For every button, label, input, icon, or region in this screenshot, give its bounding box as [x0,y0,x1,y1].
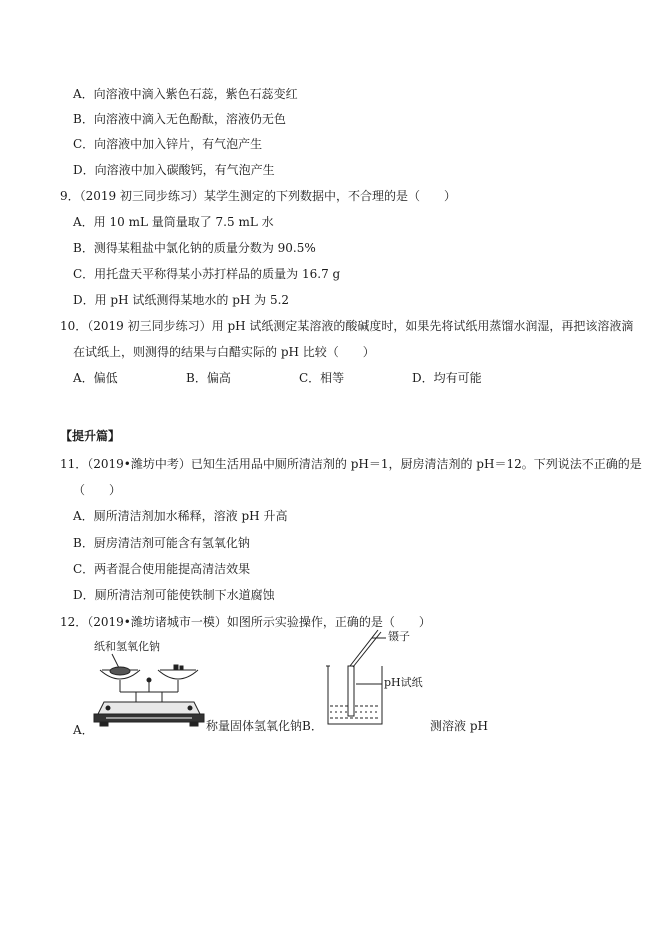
balance-icon [90,640,208,732]
fig-b-label-tweezers: 镊子 [388,630,410,643]
q12-stem: 12．（2019•潍坊诸城市一模）如图所示实验操作，正确的是（ ） [60,615,431,629]
balance-figure [90,640,208,732]
q10-stem-line2: 在试纸上，则测得的结果与白醋实际的 pH 比较（ ） [73,345,375,359]
q10-option-a: A．偏低 [73,371,118,385]
q9-option-a: A．用 10 mL 量筒量取了 7.5 mL 水 [73,215,274,229]
q9-option-b: B．测得某粗盐中氯化钠的质量分数为 90.5% [73,241,316,255]
q10-option-b: B．偏高 [186,371,231,385]
q11-option-d: D．厕所清洁剂可能使铁制下水道腐蚀 [73,588,275,602]
q11-stem-line1: 11．（2019•潍坊中考）已知生活用品中厕所清洁剂的 pH＝1，厨房清洁剂的 pH＝12。下列说法不正确的是 [60,457,642,471]
q12-option-b-label: B． [302,719,323,733]
q11-option-a: A．厕所清洁剂加水稀释，溶液 pH 升高 [73,509,288,523]
q11-stem-line2: （ ） [73,483,122,497]
q10-option-d: D．均有可能 [412,371,482,385]
section-title: 【提升篇】 [60,429,121,443]
q8-option-d: D．向溶液中加入碳酸钙，有气泡产生 [73,163,275,177]
q9-stem: 9．（2019 初三同步练习）某学生测定的下列数据中，不合理的是（ ） [60,189,456,203]
q12-option-a-label: A． [73,723,94,737]
fig-b-label-paper: pH试纸 [384,676,423,689]
q8-option-c: C．向溶液中加入锌片，有气泡产生 [73,137,263,151]
q11-option-b: B．厨房清洁剂可能含有氢氧化钠 [73,536,250,550]
fig-a-label: 纸和氢氧化钠 [94,640,160,653]
q12-option-b-caption: 测溶液 pH [430,719,488,733]
q8-option-a: A．向溶液中滴入紫色石蕊，紫色石蕊变红 [73,87,298,101]
q9-option-d: D．用 pH 试纸测得某地水的 pH 为 5.2 [73,293,290,307]
q9-option-c: C．用托盘天平称得某小苏打样品的质量为 16.7 g [73,267,341,281]
q10-stem-line1: 10．（2019 初三同步练习）用 pH 试纸测定某溶液的酸碱度时，如果先将试纸用蒸馏水润湿，再把该溶液滴 [60,319,634,333]
q12-option-a-caption: 称量固体氢氧化钠 [206,719,303,733]
q11-option-c: C．两者混合使用能提高清洁效果 [73,562,251,576]
q8-option-b: B．向溶液中滴入无色酚酞，溶液仍无色 [73,112,286,126]
ph-test-figure [320,624,430,730]
q10-option-c: C．相等 [299,371,345,385]
